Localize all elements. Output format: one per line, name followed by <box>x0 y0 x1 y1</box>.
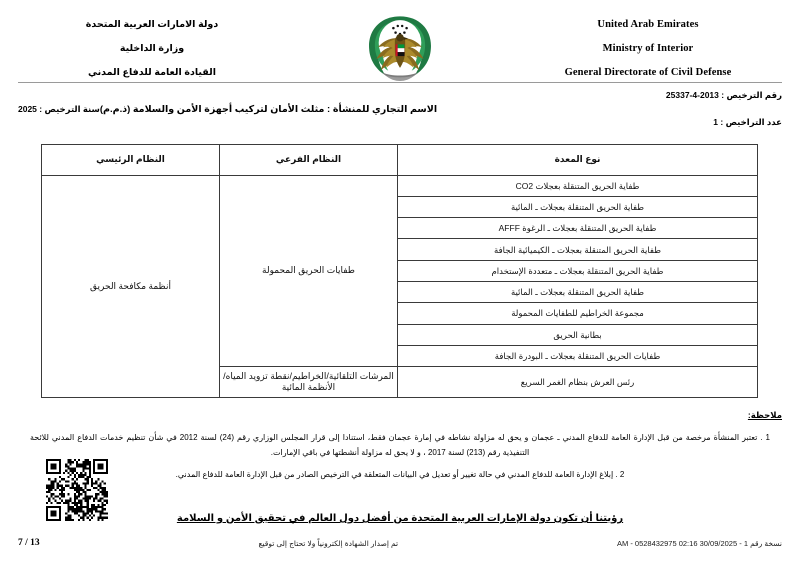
notes-title: ملاحظة: <box>747 410 782 421</box>
header-ar-line-2: وزارة الداخلية <box>119 43 185 54</box>
column-header-main-system: النظام الرئيسي <box>42 144 220 175</box>
cell-equipment-type: طفاية الحريق المتنقلة بعجلات ـ المائية <box>398 196 758 217</box>
column-header-sub-system: النظام الفرعي <box>220 144 398 175</box>
license-count: عدد التراخيص : 1 <box>713 117 782 127</box>
license-year: سنة الترخيص : 2025 <box>18 103 100 114</box>
license-year-row <box>18 103 782 117</box>
document-header <box>0 0 800 78</box>
cell-sub-system: المرشات التلقائية/الخراطيم/نقطة تزويد المياه/الأنظمة المائية <box>220 367 398 398</box>
equipment-table-wrapper <box>42 144 758 399</box>
note-item-2: 2 . إبلاغ الإدارة العامة للدفاع المدني في حالة تغيير أو تعديل في البيانات المتعلقة في الترخيص الصادر من قبل الإدارة العامة للدفاع المدني. <box>175 470 625 480</box>
equipment-table <box>41 144 758 399</box>
footer-electronic-note: تم إصدار الشهادة إلكترونياً ولا تحتاج إلى توقيع <box>258 538 399 548</box>
vision-statement <box>0 508 800 526</box>
note-item-1: 1 . تعتبر المنشأة مرخصة من قبل الإدارة العامة للدفاع المدني ـ عجمان و يحق له مزاولة نشاطه في إمارة عجمان فقط، استنادا إلى قرار المجلس الوزاري رقم (24) لسنة 2012 في شأن تنظيم خدمات الدفاع المدني للائحة التنفيذية رقم (213) لسنة 2017 ، و لا يحق له مزاولة أنشطتها في باقي الإمارات. <box>30 433 770 458</box>
footer-page-number: 7 / 13 <box>18 538 40 548</box>
header-en-line-2: Ministry of Interior <box>602 43 694 54</box>
cell-main-system: أنظمة مكافحة الحريق <box>42 175 220 398</box>
cell-equipment-type: طفاية الحريق المتنقلة بعجلات CO2 <box>398 175 758 196</box>
cell-equipment-type: طفاية الحريق المتنقلة بعجلات ـ الكيميائية الجافة <box>398 239 758 260</box>
uae-ministry-of-interior-emblem <box>363 12 437 84</box>
license-company-name: الاسم التجاري للمنشأة : مثلث الأمان لتركيب أجهزة الأمن والسلامة (ذ.م.م) <box>99 103 438 115</box>
table-header-row <box>42 144 758 175</box>
header-ar-line-3: القيادة العامة للدفاع المدني <box>88 67 216 78</box>
document-footer <box>18 538 782 548</box>
cell-equipment-type: طفاية الحريق المتنقلة بعجلات ـ الرغوة AFFF <box>398 218 758 239</box>
cell-equipment-type: بطانية الحريق <box>398 324 758 345</box>
header-ar-line-1: دولة الامارات العربية المتحدة <box>85 19 219 30</box>
notes-section <box>18 410 782 482</box>
column-header-equipment: نوع المعدة <box>398 144 758 175</box>
license-info-block <box>18 89 782 130</box>
footer-copy-info: نسخة رقم 1 - 30/09/2025 02:16 AM - 0528432975 <box>616 538 782 548</box>
vision-text: رؤيتنا أن تكون دولة الإمارات العربية المتحدة من أفضل دول العالم في تحقيق الأمن و السلامة <box>176 513 624 524</box>
header-arabic-block <box>18 10 286 78</box>
cell-equipment-type: مجموعة الخراطيم للطفايات المحمولة <box>398 303 758 324</box>
equipment-table-body <box>42 175 758 398</box>
table-row <box>42 175 758 196</box>
header-en-line-3: General Directorate of Civil Defense <box>564 67 732 78</box>
cell-equipment-type: طفايات الحريق المتنقلة بعجلات ـ البودرة الجافة <box>398 345 758 366</box>
emblem-container <box>352 10 448 84</box>
header-english-block <box>514 10 782 78</box>
cell-equipment-type: طفاية الحريق المتنقلة بعجلات ـ المائية <box>398 281 758 302</box>
header-en-line-1: United Arab Emirates <box>597 19 699 30</box>
cell-equipment-type: رئس العرش بنظام الغمر السريع <box>398 367 758 398</box>
cell-sub-system: طفايات الحريق المحمولة <box>220 175 398 367</box>
license-number: رقم الترخيص : 2013-4-25337 <box>665 90 782 100</box>
cell-equipment-type: طفاية الحريق المتنقلة بعجلات ـ متعددة الإستخدام <box>398 260 758 281</box>
